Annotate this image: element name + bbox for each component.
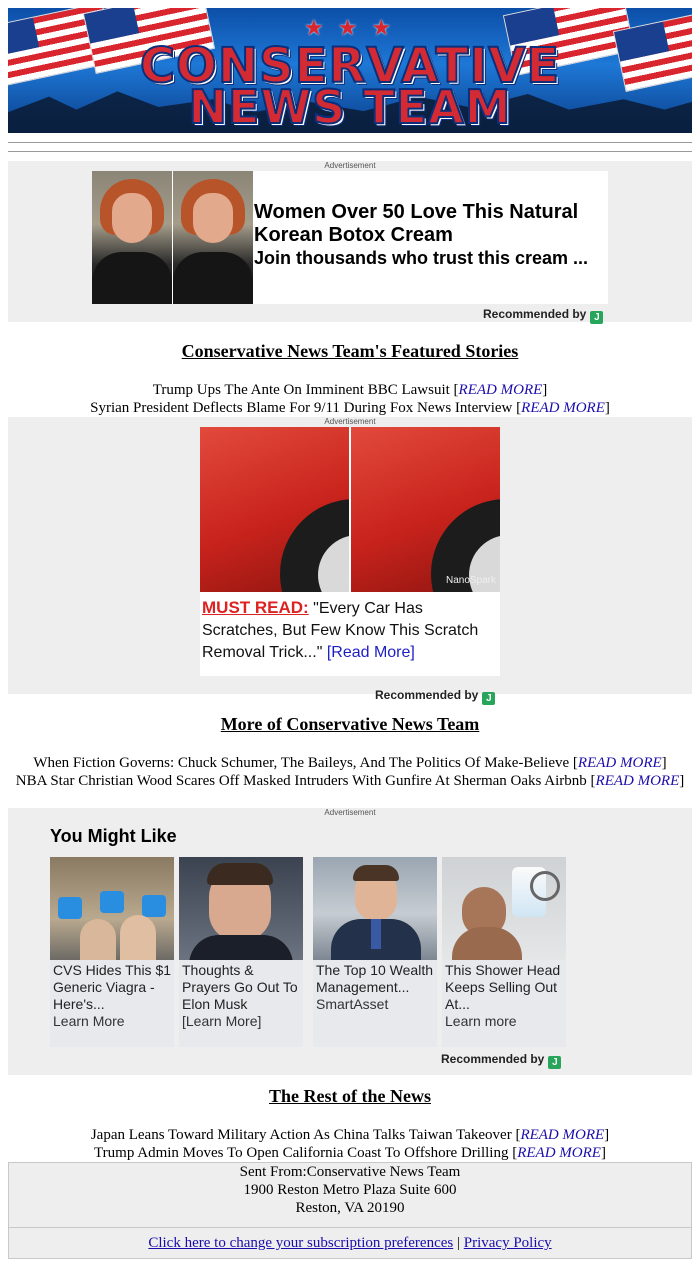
ad-block-1: [8, 161, 692, 322]
advertisement-label: Advertisement: [324, 417, 376, 426]
car-repaired-photo: [351, 427, 500, 592]
story-item: Trump Ups The Ante On Imminent BBC Lawsuit [READ MORE]: [152, 382, 548, 398]
card-image: [442, 857, 566, 960]
card-source[interactable]: [Learn More]: [182, 1013, 262, 1029]
recommendation-card[interactable]: [313, 857, 437, 1047]
ad-block-2: [8, 417, 692, 704]
card-title[interactable]: CVS Hides This $1 Generic Viagra - Here's...: [53, 962, 171, 1012]
more-stories-title: More of Conservative News Team: [220, 714, 480, 734]
story-item: Syrian President Deflects Blame For 9/11 During Fox News Interview [READ MORE]: [90, 400, 610, 416]
ad-read-more-link[interactable]: [Read More]: [326, 644, 415, 661]
card-image: [50, 857, 174, 960]
card-text: [53, 962, 171, 1030]
recommended-by-label: Recommended by: [375, 688, 479, 702]
story-headline[interactable]: Japan Leans Toward Military Action As China Talks Taiwan Takeover: [90, 1127, 512, 1143]
read-more-link[interactable]: READ MORE: [595, 773, 680, 789]
recommended-by[interactable]: [441, 1052, 561, 1069]
card-source[interactable]: Learn more: [445, 1013, 517, 1029]
ad-subline[interactable]: Join thousands who trust this cream ...: [254, 248, 589, 268]
image-watermark: NanoSpark: [445, 575, 496, 586]
after-photo: [173, 171, 253, 304]
card-source[interactable]: Learn More: [53, 1013, 125, 1029]
ad-text[interactable]: [202, 597, 498, 664]
ad-headline[interactable]: Women Over 50 Love This Natural Korean Botox Cream: [254, 201, 579, 246]
card-text: [316, 962, 434, 1013]
story-item: Trump Admin Moves To Open California Coast To Offshore Drilling [READ MORE]: [94, 1145, 606, 1161]
card-title[interactable]: This Shower Head Keeps Selling Out At...: [445, 962, 561, 1012]
jubna-logo-icon: J: [590, 311, 603, 324]
card-text: [445, 962, 563, 1030]
logo-line-1: CONSERVATIVE: [139, 38, 561, 94]
footer-address: [8, 1162, 692, 1228]
story-item: Japan Leans Toward Military Action As China Talks Taiwan Takeover [READ MORE]: [90, 1127, 610, 1143]
read-more-link[interactable]: READ MORE: [520, 1127, 605, 1143]
header-banner[interactable]: [8, 8, 692, 133]
rest-of-news-title: The Rest of the News: [269, 1086, 431, 1106]
read-more-link[interactable]: READ MORE: [521, 400, 605, 416]
botox-cream-ad[interactable]: [92, 171, 608, 304]
card-image: [313, 857, 437, 960]
scratch-removal-ad[interactable]: [200, 427, 500, 676]
before-photo: [92, 171, 172, 304]
ad-block-3: [8, 808, 692, 1075]
story-headline[interactable]: Trump Ups The Ante On Imminent BBC Lawsuit: [152, 382, 450, 398]
card-image: [179, 857, 303, 960]
sent-from: Sent From:Conservative News Team: [239, 1164, 461, 1180]
logo-line-2: NEWS TEAM: [188, 80, 512, 133]
card-title[interactable]: The Top 10 Wealth Management...: [316, 962, 434, 995]
story-headline[interactable]: Syrian President Deflects Blame For 9/11 During Fox News Interview: [90, 400, 513, 416]
must-read-label: MUST READ:: [202, 598, 309, 617]
advertisement-label: Advertisement: [324, 161, 376, 170]
you-might-like-title: You Might Like: [50, 826, 177, 846]
story-item: NBA Star Christian Wood Scares Off Masked Intruders With Gunfire At Sherman Oaks Airbnb [READ MORE]: [15, 773, 685, 789]
recommendation-card[interactable]: [442, 857, 566, 1047]
jubna-logo-icon: J: [548, 1056, 561, 1069]
recommended-by[interactable]: [375, 688, 495, 705]
read-more-link[interactable]: READ MORE: [517, 1145, 601, 1161]
read-more-link[interactable]: READ MORE: [577, 755, 662, 771]
story-headline[interactable]: Trump Admin Moves To Open California Coast To Offshore Drilling: [94, 1145, 509, 1161]
recommended-by-label: Recommended by: [441, 1052, 545, 1066]
card-title[interactable]: Thoughts & Prayers Go Out To Elon Musk: [182, 962, 298, 1012]
recommendation-card[interactable]: [50, 857, 174, 1047]
ad-quote: "Every Car Has Scratches, But Few Know This Scratch Removal Trick...": [202, 600, 479, 661]
story-headline[interactable]: NBA Star Christian Wood Scares Off Masked Intruders With Gunfire At Sherman Oaks Airbnb: [15, 773, 587, 789]
read-more-link[interactable]: READ MORE: [458, 382, 543, 398]
divider: [8, 142, 692, 143]
subscription-preferences-link[interactable]: Click here to change your subscription preferences: [148, 1235, 454, 1251]
story-headline[interactable]: When Fiction Governs: Chuck Schumer, The Baileys, And The Politics Of Make-Believe: [33, 755, 570, 771]
stars-icon: ★★★: [304, 16, 406, 41]
address-line-1: 1900 Reston Metro Plaza Suite 600: [243, 1182, 457, 1198]
footer-links: [8, 1227, 692, 1259]
advertisement-label: Advertisement: [324, 808, 376, 817]
story-item: When Fiction Governs: Chuck Schumer, The Baileys, And The Politics Of Make-Believe [READ MORE]: [33, 755, 667, 771]
privacy-policy-link[interactable]: Privacy Policy: [463, 1235, 552, 1251]
divider: [8, 151, 692, 152]
jubna-logo-icon: J: [482, 692, 495, 705]
featured-stories-title: Conservative News Team's Featured Stories: [181, 341, 519, 361]
recommended-by[interactable]: [483, 307, 603, 324]
address-line-2: Reston, VA 20190: [295, 1200, 405, 1216]
card-source[interactable]: SmartAsset: [316, 996, 389, 1012]
card-text: [182, 962, 300, 1030]
car-scratch-photo: [200, 427, 349, 592]
recommended-by-label: Recommended by: [483, 307, 587, 321]
footer-separator: |: [456, 1235, 460, 1251]
recommendation-card[interactable]: [179, 857, 303, 1047]
